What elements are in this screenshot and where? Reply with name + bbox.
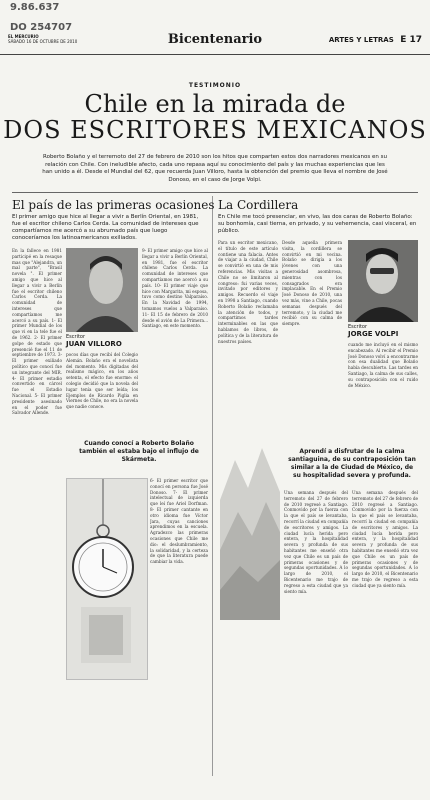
right-photo-caption: [348, 324, 418, 339]
paper-name: EL MERCURIO: [8, 34, 39, 39]
right-column-4-text: Una semana después del terremoto del 27 de febrero de 2010 regresé a Santiago. Conmovido por la fuerza con la que el país se levantaba, recorrí la ciudad en compañía de escritores y amigos. La ciudad lucía herida pero entera, y la hospitalidad severa y profunda de sus habitantes me enseñó otra vez que Chile es un país de primeras ocasiones y de segundas oportunidades. A lo largo de 2010, el Bicentenario me trajo de regreso a esta ciudad que ya siento mía.: [284, 490, 348, 594]
right-column-2-text: Desde aquella primera visita, la cordillera se convirtió en mi vecina. Bolaño se dirigía a los jóvenes con una generosidad asombrosa, mientras con los consagrados era implacable. En el Premio José Donoso de 2010, una vez más, vine a Chile, pocas semanas después del terremoto, y la ciudad me recibió con su calma de siempre.: [282, 240, 342, 327]
column-divider: [212, 196, 213, 776]
right-column-3-text: cuando me incluyó en el mismo encabezado. Al recibir el Premio José Donoso volví a encontrarme con esa dualidad que Bolaño había descubierto. Las tardes en Santiago, la calma de sus calles, su contraposición con el ruido de México.: [348, 342, 418, 388]
left-column-3: [66, 352, 138, 432]
page-number: E 17: [400, 35, 422, 45]
mountain-drawing: [220, 440, 280, 620]
jorge-volpi-photo: [348, 240, 418, 322]
masthead-info: [8, 34, 78, 44]
mountains-illustration: [220, 440, 280, 620]
right-column-2: [282, 240, 342, 440]
pocket-watch-illustration: [66, 478, 148, 680]
handwritten-note-top: 9.86.637: [10, 2, 60, 13]
left-column-1: [12, 248, 62, 768]
portrait-graphic-2: [348, 240, 418, 322]
left-pull-quote: Cuando conocí a Roberto Bolaño también el estaba bajo el influjo de Skármeta.: [79, 440, 199, 463]
right-column-5-text: Una semana después del terremoto del 27 de febrero de 2010 regresé a Santiago. Conmovido por la fuerza con la que el país se levantaba, recorrí la ciudad en compañía de escritores y amigos. La ciudad lucía herida pero entera, y la hospitalidad severa y profunda de sus habitantes me enseñó otra vez que Chile es un país de primeras ocasiones y de segundas oportunidades. A lo largo de 2010, el Bicentenario me trajo de regreso a esta ciudad que ya siento mía.: [352, 490, 418, 588]
handwritten-note-code: DO 254707: [10, 22, 73, 33]
left-section-title: El país de las primeras ocasiones: [12, 198, 215, 212]
left-column-4: [150, 478, 208, 768]
right-section-title: La Cordillera: [218, 198, 299, 212]
article-kicker: TESTIMONIO: [188, 82, 242, 89]
right-column-1-text: Para un escritor mexicano, el título de este artículo contiene una falacia. Antes de viajar a la ciudad, Chile se convirtió en una de mis referencias. Mis visitas a Chile no se limitaron al congreso: fui varias veces, invitado por editores y amigos. Recuerdo el viaje en 1998 a Santiago, cuando Roberto Bolaño reclamaba la atención de todos, y compartimos tardes interminables en las que hablamos de libros, de política y de la literatura de nuestros países.: [218, 240, 278, 344]
left-column-2: [142, 248, 208, 432]
left-photo-caption: [66, 334, 138, 349]
left-column-1-text: En la fallece en 1981 participé en la resaque mas que "Alejandra, un mal parte", "Brasil novela ". El primer amigo que hice al llegar a vivir a Berlín fue el escritor chileno Carlos Cerda. La comunidad de intereses que compartíamos me acercó a su país. 1- El primer Mundial de los que vi en la tele fue el de 1962. 2- El primer golpe de estado que presencié fue el 11 de septiembre de 1973. 3- El primer exiliado político que conocí fue un integrante del MIR. 4- El primer estadio convertido en cárcel fue el Estadio Nacional. 5- El primer presidente asesinado en el poder fue Salvador Allende.: [12, 248, 62, 416]
supplement-name: ARTES Y LETRAS: [328, 36, 394, 44]
masthead: [0, 30, 430, 55]
headline-line1: Chile en la mirada de: [84, 90, 346, 118]
supplement-label: [329, 35, 422, 45]
left-photo-name: JUAN VILLORO: [66, 340, 122, 348]
headline-line2: DOS ESCRITORES MEXICANOS: [3, 116, 427, 144]
portrait-graphic: [66, 248, 138, 332]
right-photo-role: Escritor: [348, 324, 368, 330]
right-column-4: [284, 490, 348, 770]
left-column-3-text: pocos días que recibí del Colegio Alemán. Bolaño era el novelista del momento. Mis digitadas del realismo mágico, en los años setenta, el efecto fue enorme: el colegio decidió que la novela del lugar tenía que ser leída; los Ejemplos de Ricardo Piglia en Viernes de Chile, no era la novela que nadie conoce.: [66, 352, 138, 410]
right-column-3: [348, 342, 418, 442]
paper-date: SÁBADO 16 DE OCTUBRE DE 2010: [8, 39, 78, 44]
article-deck: Roberto Bolaño y el terremoto del 27 de febrero de 2010 son los hitos que comparten estos dos narradores mexicanos en su relación con Chile. Con ineludible afecto, cada uno repasa aquí su conocimiento del país y las muchas experiencias que les han unido a él. Desde el Mundial del 62, que recuerda Juan Villoro, hasta la obtención del premio que lleva el nombre de José Donoso, en el caso de Jorge Volpi.: [42, 154, 388, 183]
left-section-lead: El primer amigo que hice al llegar a vivir a Berlín Oriental, en 1981, fue el escritor chileno Carlos Cerda. La comunidad de intereses que compartíamos me acercó a su abrumado país que luego conoceríamos los latinoamericanos exiliados.: [12, 214, 199, 241]
left-column-4-text: 6- El primer escritor que conocí en persona fue José Donoso. 7- El primer intelectual de izquierda que leí fue Ariel Dorfman. 8- El primer cantante en otro idioma fue Víctor Jara, cuyas canciones aprendimos en la escuela. Agradezco las primeras ocasiones que Chile me dio: el deslumbramiento, la solidaridad, y la certeza de que la literatura puede cambiar la vida.: [150, 478, 208, 565]
left-photo-role: Escritor: [66, 334, 86, 340]
right-section-lead: En Chile me tocó presenciar, en vivo, las dos caras de Roberto Bolaño: su bonhomía, casi tierna, en privado, y su vehemencia, casi visceral, en público.: [218, 214, 417, 234]
left-column-2-text: 9- El primer amigo que hice al llegar a vivir a Berlín Oriental, en 1981, fue el escritor chileno Carlos Cerda. La comunidad de intereses que compartíamos me acercó a su país. 10- El primer viaje que hice con Margarita, mi esposa, tuvo como destino Valparaíso. En la Navidad de 1994, tomamos vuelos a Valparaíso. 11- El 15 de febrero de 2010 desde el avión de La Primera... Santiago, en este momento.: [142, 248, 208, 329]
divider: [12, 192, 418, 193]
juan-villoro-photo: [66, 248, 138, 332]
right-column-5: [352, 490, 418, 770]
right-photo-name: JORGE VOLPI: [348, 330, 399, 338]
clock-drawing: [67, 479, 147, 679]
right-column-1: [218, 240, 278, 440]
right-pull-quote: Aprendí a disfrutar de la calma santiaguina, de su contraposición tan similar a la de Ciudad de México, de su hospitalidad severa y profunda.: [288, 448, 416, 479]
section-title: Bicentenario: [167, 32, 263, 47]
